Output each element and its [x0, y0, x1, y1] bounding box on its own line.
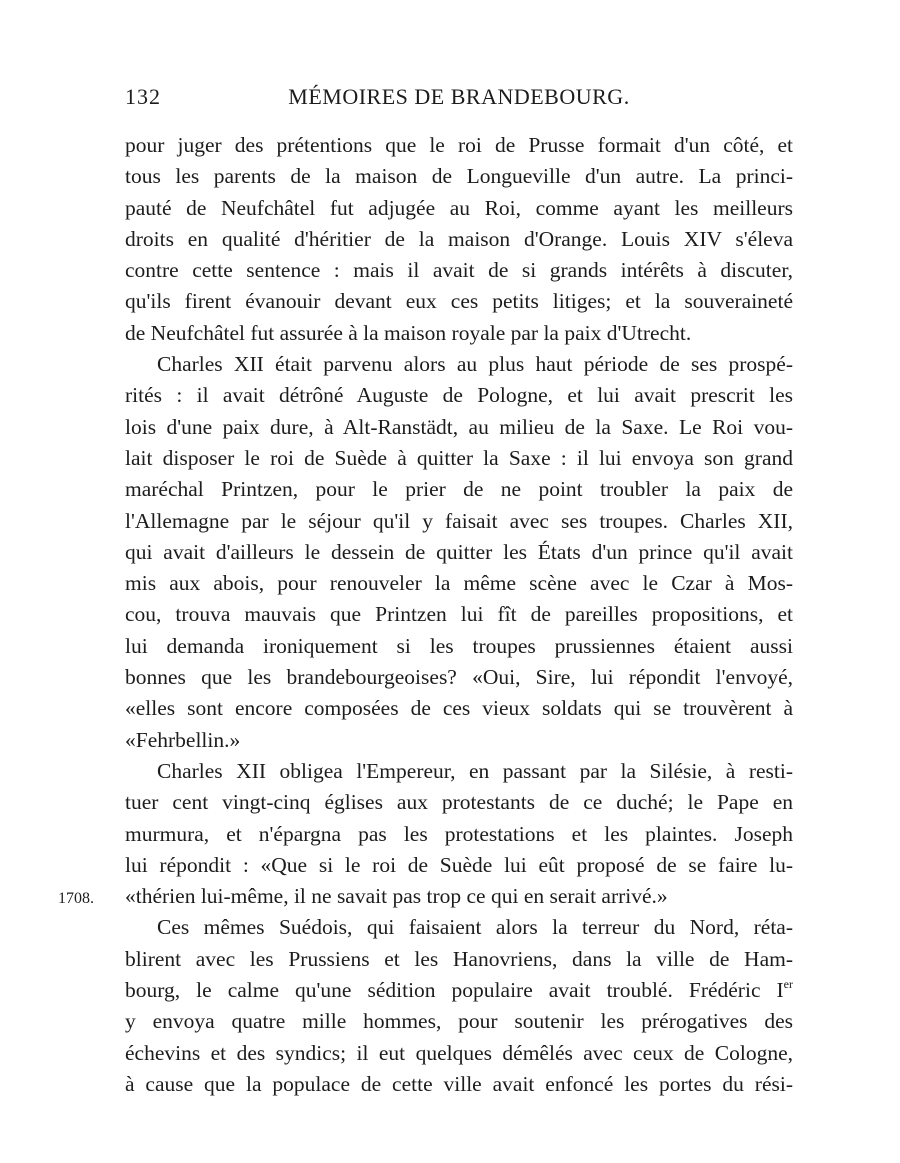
paragraph-start-line: Ces mêmes Suédois, qui faisaient alors la terreur du Nord, réta- [157, 915, 793, 940]
text-line: y envoya quatre mille hommes, pour soutenir les prérogatives des [125, 1009, 793, 1034]
paragraph-start-line: Charles XII obligea l'Empereur, en passant par la Silésie, à resti- [157, 758, 793, 783]
text-line: tuer cent vingt-cinq églises aux protestants de ce duché; le Pape en [125, 790, 793, 815]
text-line: pour juger des prétentions que le roi de Prusse formait d'un côté, et [125, 133, 793, 157]
text-line: «elles sont encore composées de ces vieux soldats qui se trouvèrent à [125, 696, 793, 721]
running-title: MÉMOIRES DE BRANDEBOURG. [288, 84, 630, 109]
text-line: rités : il avait détrôné Auguste de Pologne, et lui avait prescrit les [125, 383, 793, 408]
text-line: qu'ils firent évanouir devant eux ces petits litiges; et la souveraineté [125, 289, 793, 314]
text-line: lait disposer le roi de Suède à quitter la Saxe : il lui envoya son grand [125, 445, 793, 470]
text-line: tous les parents de la maison de Longueville d'un autre. La princi- [125, 164, 793, 189]
text-line: échevins et des syndics; il eut quelques démêlés avec ceux de Cologne, [125, 1040, 793, 1065]
text-line: mis aux abois, pour renouveler la même scène avec le Czar à Mos- [125, 571, 793, 596]
text-line: maréchal Printzen, pour le prier de ne point troubler la paix de [125, 477, 793, 502]
text-line [125, 975, 793, 1006]
text-line: murmura, et n'épargna pas les protestations et les plaintes. Joseph [125, 821, 793, 846]
text-line: cou, trouva mauvais que Printzen lui fît de pareilles propositions, et [125, 602, 793, 627]
text-line: blirent avec les Prussiens et les Hanovriens, dans la ville de Ham- [125, 946, 793, 971]
text-line: qui avait d'ailleurs le dessein de quitter les États d'un prince qu'il avait [125, 539, 793, 564]
margin-date-note: 1708. [58, 890, 94, 907]
text-line: lois d'une paix dure, à Alt-Ranstädt, au milieu de la Saxe. Le Roi vou- [125, 414, 793, 439]
text-line: droits en qualité d'héritier de la maison d'Orange. Louis XIV s'éleva [125, 226, 793, 251]
paragraph-start-line: Charles XII était parvenu alors au plus haut période de ses prospé- [157, 352, 793, 377]
text-line: l'Allemagne par le séjour qu'il y faisait avec ses troupes. Charles XII, [125, 508, 793, 533]
superscript-ordinal: er [783, 977, 793, 992]
page-header [125, 84, 793, 118]
text-line: «thérien lui-même, il ne savait pas trop ce qui en serait arrivé.» [125, 884, 668, 909]
text-line: contre cette sentence : mais il avait de si grands intérêts à discuter, [125, 258, 793, 283]
body-text [125, 130, 793, 1100]
text-line: lui demanda ironiquement si les troupes prussiennes étaient aussi [125, 633, 793, 658]
text-line: «Fehrbellin.» [125, 727, 241, 752]
page-number: 132 [125, 84, 161, 109]
text-line: lui répondit : «Que si le roi de Suède lui eût proposé de se faire lu- [125, 852, 793, 877]
text-line: de Neufchâtel fut assurée à la maison royale par la paix d'Utrecht. [125, 320, 692, 345]
text-line: à cause que la populace de cette ville avait enfoncé les portes du rési- [125, 1071, 793, 1096]
text-line: pauté de Neufchâtel fut adjugée au Roi, comme ayant les meilleurs [125, 195, 793, 220]
text-line: bonnes que les brandebourgeoises? «Oui, Sire, lui répondit l'envoyé, [125, 665, 793, 690]
line-text: bourg, le calme qu'une sédition populaire avait troublé. Frédéric I [125, 978, 784, 1003]
